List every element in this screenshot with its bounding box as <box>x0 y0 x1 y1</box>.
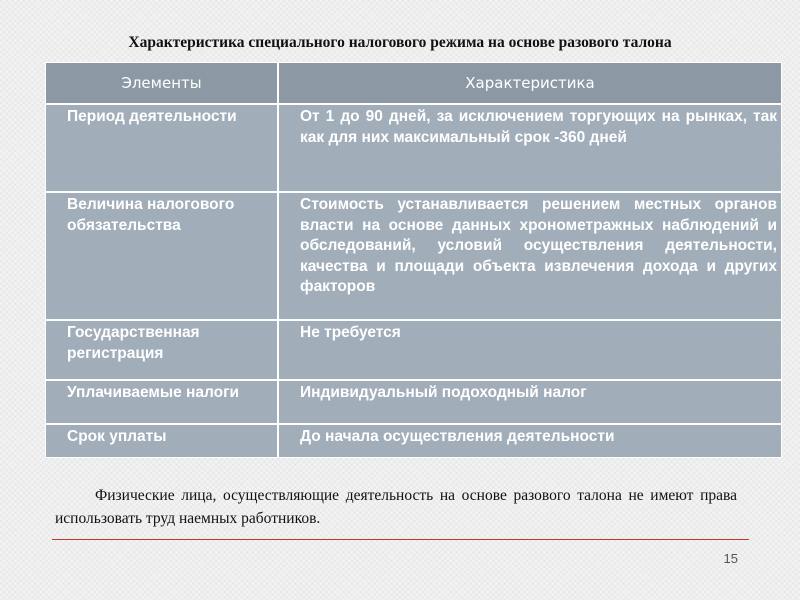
table-row <box>46 321 781 381</box>
page-number: 15 <box>723 551 738 566</box>
table-row <box>46 193 781 321</box>
footnote-text: Физические лица, осуществляющие деятельность на основе разового талона не имеют права использовать труд наемных работников. <box>55 487 737 527</box>
table-row <box>46 425 781 457</box>
characteristics-table <box>45 62 782 458</box>
element-cell: Государственная регистрация <box>46 321 279 381</box>
description-cell: Индивидуальный подоходный налог <box>279 381 781 425</box>
table-header-row <box>46 63 781 105</box>
table-row <box>46 105 781 193</box>
table-row <box>46 381 781 425</box>
description-cell: Не требуется <box>279 321 781 381</box>
element-cell: Величина налогового обязательства <box>46 193 279 321</box>
description-cell: Стоимость устанавливается решением местных органов власти на основе данных хронометражных наблюдений и обследований, условий осуществления деятельности, качества и площади объекта извлечения дохода и других факторов <box>279 193 781 321</box>
header-characteristic: Характеристика <box>279 63 781 105</box>
element-cell: Уплачиваемые налоги <box>46 381 279 425</box>
slide-title: Характеристика специального налогового режима на основе разового талона <box>128 34 672 51</box>
divider-line <box>52 539 749 540</box>
description-cell: До начала осуществления деятельности <box>279 425 781 457</box>
header-elements: Элементы <box>46 63 279 105</box>
description-cell: От 1 до 90 дней, за исключением торгующих на рынках, так как для них максимальный срок -360 дней <box>279 105 781 193</box>
element-cell: Период деятельности <box>46 105 279 193</box>
element-cell: Срок уплаты <box>46 425 279 457</box>
